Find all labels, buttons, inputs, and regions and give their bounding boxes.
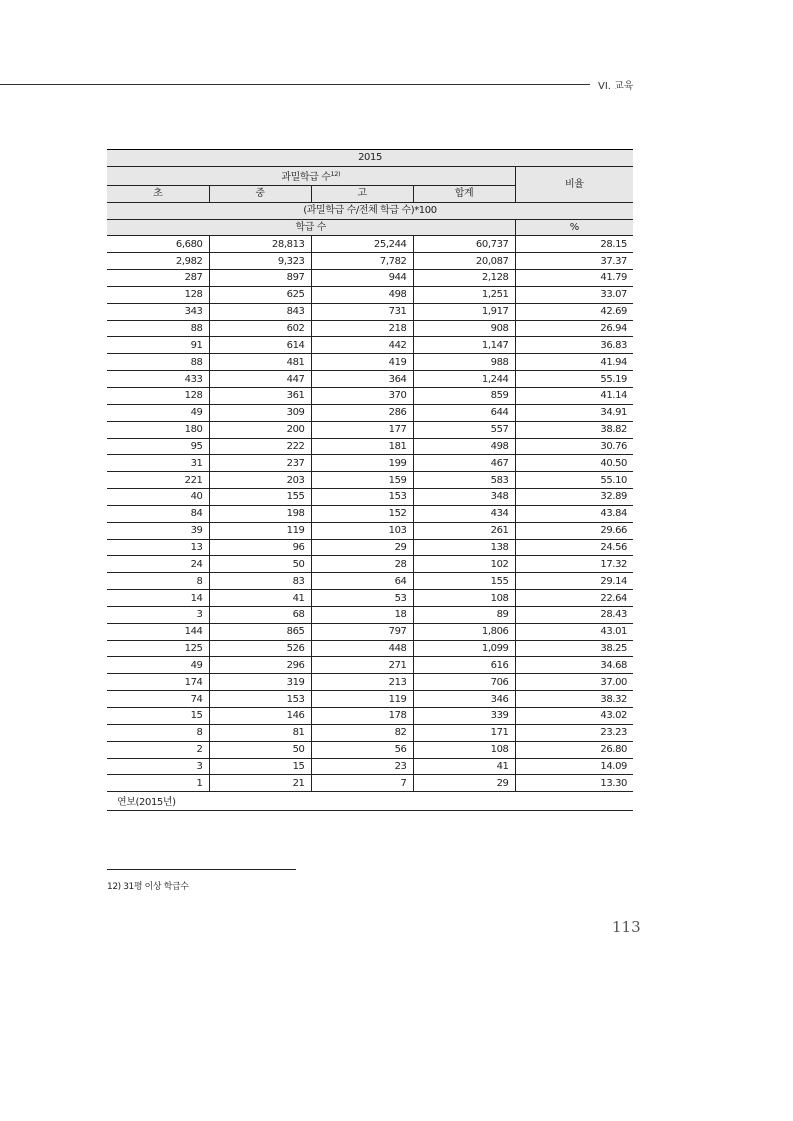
cell-ratio: 38.25 [515,640,633,657]
cell-high: 419 [311,354,413,371]
unit-percent: % [515,219,633,236]
cell-total: 616 [413,657,515,674]
cell-ratio: 24.56 [515,539,633,556]
table-row [107,421,633,438]
cell-total: 1,099 [413,640,515,657]
source-note [107,795,633,811]
cell-elementary: 15 [107,708,209,725]
cell-high: 56 [311,741,413,758]
cell-total: 859 [413,387,515,404]
cell-high: 153 [311,489,413,506]
cell-ratio: 38.32 [515,691,633,708]
cell-middle: 296 [209,657,311,674]
cell-elementary: 343 [107,303,209,320]
cell-middle: 41 [209,590,311,607]
cell-elementary: 174 [107,674,209,691]
section-label: VI. 교육 [598,81,634,92]
table-row [107,522,633,539]
cell-elementary: 40 [107,489,209,506]
cell-ratio: 33.07 [515,286,633,303]
cell-total: 1,917 [413,303,515,320]
cell-elementary: 49 [107,404,209,421]
table-row [107,623,633,640]
cell-middle: 155 [209,489,311,506]
cell-total: 988 [413,354,515,371]
cell-middle: 865 [209,623,311,640]
cell-high: 181 [311,438,413,455]
formula-row: (과밀학급 수/전체 학급 수)*100 [107,202,633,219]
cell-total: 108 [413,741,515,758]
cell-high: 53 [311,590,413,607]
cell-total: 346 [413,691,515,708]
cell-elementary: 125 [107,640,209,657]
table-row [107,320,633,337]
cell-high: 442 [311,337,413,354]
cell-high: 177 [311,421,413,438]
cell-ratio: 55.10 [515,472,633,489]
cell-middle: 153 [209,691,311,708]
cell-ratio: 43.84 [515,505,633,522]
cell-elementary: 128 [107,286,209,303]
cell-middle: 50 [209,556,311,573]
cell-total: 1,806 [413,623,515,640]
cell-elementary: 24 [107,556,209,573]
cell-total: 41 [413,758,515,775]
cell-middle: 200 [209,421,311,438]
cell-total: 1,147 [413,337,515,354]
table-row [107,590,633,607]
table-row [107,270,633,287]
header-rule [0,84,590,85]
cell-middle: 222 [209,438,311,455]
table-row [107,387,633,404]
cell-elementary: 3 [107,758,209,775]
cell-high: 28 [311,556,413,573]
table-row [107,489,633,506]
cell-middle: 625 [209,286,311,303]
cell-total: 171 [413,724,515,741]
table-row [107,455,633,472]
group-header [107,166,515,185]
col-header-high: 고 [311,185,413,202]
cell-total: 1,244 [413,371,515,388]
cell-middle: 319 [209,674,311,691]
cell-total: 467 [413,455,515,472]
cell-total: 261 [413,522,515,539]
cell-middle: 309 [209,404,311,421]
cell-high: 159 [311,472,413,489]
cell-total: 155 [413,573,515,590]
cell-total: 348 [413,489,515,506]
cell-middle: 237 [209,455,311,472]
cell-elementary: 180 [107,421,209,438]
cell-total: 1,251 [413,286,515,303]
cell-total: 557 [413,421,515,438]
cell-total: 2,128 [413,270,515,287]
cell-total: 583 [413,472,515,489]
cell-ratio: 32.89 [515,489,633,506]
cell-elementary: 1 [107,775,209,792]
cell-middle: 21 [209,775,311,792]
cell-middle: 897 [209,270,311,287]
table-row [107,505,633,522]
cell-ratio: 34.68 [515,657,633,674]
cell-total: 138 [413,539,515,556]
cell-elementary: 287 [107,270,209,287]
cell-ratio: 28.15 [515,236,633,253]
cell-middle: 28,813 [209,236,311,253]
cell-total: 644 [413,404,515,421]
cell-total: 29 [413,775,515,792]
cell-elementary: 2 [107,741,209,758]
cell-high: 271 [311,657,413,674]
footnote-ref: 12) [330,169,341,178]
cell-middle: 50 [209,741,311,758]
unit-count: 학급 수 [107,219,515,236]
table-row [107,438,633,455]
cell-middle: 361 [209,387,311,404]
cell-middle: 203 [209,472,311,489]
cell-ratio: 37.37 [515,253,633,270]
cell-ratio: 26.80 [515,741,633,758]
table-row [107,758,633,775]
cell-ratio: 28.43 [515,606,633,623]
table-row [107,556,633,573]
cell-ratio: 22.64 [515,590,633,607]
cell-middle: 96 [209,539,311,556]
cell-middle: 843 [209,303,311,320]
cell-middle: 68 [209,606,311,623]
cell-middle: 119 [209,522,311,539]
table-row [107,253,633,270]
table-row [107,472,633,489]
cell-ratio: 38.82 [515,421,633,438]
cell-elementary: 14 [107,590,209,607]
cell-ratio: 55.19 [515,371,633,388]
cell-elementary: 6,680 [107,236,209,253]
table-row [107,657,633,674]
cell-elementary: 91 [107,337,209,354]
cell-middle: 526 [209,640,311,657]
cell-total: 706 [413,674,515,691]
table-row [107,371,633,388]
cell-elementary: 39 [107,522,209,539]
cell-ratio: 43.02 [515,708,633,725]
cell-high: 18 [311,606,413,623]
table-row [107,775,633,792]
cell-elementary: 433 [107,371,209,388]
cell-high: 23 [311,758,413,775]
table-row [107,741,633,758]
cell-elementary: 3 [107,606,209,623]
cell-ratio: 26.94 [515,320,633,337]
cell-total: 108 [413,590,515,607]
cell-ratio: 41.14 [515,387,633,404]
cell-elementary: 95 [107,438,209,455]
table-row [107,573,633,590]
group-header-label: 과밀학급 수 [281,171,331,183]
cell-total: 89 [413,606,515,623]
table-row [107,286,633,303]
table-row [107,606,633,623]
page-number: 113 [612,918,641,936]
cell-elementary: 13 [107,539,209,556]
cell-middle: 9,323 [209,253,311,270]
cell-total: 339 [413,708,515,725]
cell-ratio: 29.14 [515,573,633,590]
table-row [107,354,633,371]
cell-middle: 614 [209,337,311,354]
cell-ratio: 43.01 [515,623,633,640]
cell-total: 20,087 [413,253,515,270]
cell-ratio: 37.00 [515,674,633,691]
cell-high: 213 [311,674,413,691]
footnote-rule [107,869,296,870]
cell-middle: 602 [209,320,311,337]
table-row [107,640,633,657]
cell-high: 797 [311,623,413,640]
table-row [107,404,633,421]
cell-elementary: 84 [107,505,209,522]
year-header: 2015 [107,150,633,167]
cell-high: 498 [311,286,413,303]
cell-high: 29 [311,539,413,556]
table-row [107,708,633,725]
cell-high: 7,782 [311,253,413,270]
table-body [107,236,633,792]
cell-middle: 81 [209,724,311,741]
cell-ratio: 14.09 [515,758,633,775]
col-header-total: 합계 [413,185,515,202]
cell-ratio: 41.94 [515,354,633,371]
cell-ratio: 13.30 [515,775,633,792]
cell-high: 152 [311,505,413,522]
cell-elementary: 2,982 [107,253,209,270]
table-row [107,691,633,708]
source-text: 연보(2015년) [117,797,176,808]
cell-elementary: 128 [107,387,209,404]
cell-high: 731 [311,303,413,320]
table-row [107,236,633,253]
cell-middle: 447 [209,371,311,388]
cell-middle: 146 [209,708,311,725]
cell-ratio: 41.79 [515,270,633,287]
footnote: 12) 31평 이상 학급수 [107,882,189,892]
ratio-header: 비율 [515,166,633,202]
cell-ratio: 29.66 [515,522,633,539]
cell-high: 944 [311,270,413,287]
cell-ratio: 34.91 [515,404,633,421]
cell-elementary: 221 [107,472,209,489]
table-row [107,337,633,354]
cell-ratio: 36.83 [515,337,633,354]
table-row [107,539,633,556]
col-header-elementary: 초 [107,185,209,202]
cell-elementary: 88 [107,320,209,337]
cell-ratio: 30.76 [515,438,633,455]
cell-high: 82 [311,724,413,741]
cell-elementary: 31 [107,455,209,472]
cell-ratio: 23.23 [515,724,633,741]
cell-high: 364 [311,371,413,388]
cell-elementary: 8 [107,573,209,590]
cell-elementary: 144 [107,623,209,640]
cell-high: 64 [311,573,413,590]
cell-high: 178 [311,708,413,725]
cell-elementary: 8 [107,724,209,741]
cell-high: 7 [311,775,413,792]
cell-elementary: 74 [107,691,209,708]
cell-total: 908 [413,320,515,337]
cell-middle: 15 [209,758,311,775]
cell-total: 102 [413,556,515,573]
table-row [107,303,633,320]
cell-high: 448 [311,640,413,657]
cell-ratio: 40.50 [515,455,633,472]
cell-middle: 198 [209,505,311,522]
cell-elementary: 88 [107,354,209,371]
cell-high: 119 [311,691,413,708]
cell-ratio: 17.32 [515,556,633,573]
cell-high: 370 [311,387,413,404]
table-row [107,674,633,691]
table-row [107,724,633,741]
cell-high: 199 [311,455,413,472]
cell-high: 25,244 [311,236,413,253]
cell-high: 218 [311,320,413,337]
cell-total: 498 [413,438,515,455]
data-table [107,149,633,792]
cell-ratio: 42.69 [515,303,633,320]
cell-high: 103 [311,522,413,539]
cell-elementary: 49 [107,657,209,674]
cell-middle: 481 [209,354,311,371]
cell-total: 60,737 [413,236,515,253]
cell-total: 434 [413,505,515,522]
cell-high: 286 [311,404,413,421]
col-header-middle: 중 [209,185,311,202]
cell-middle: 83 [209,573,311,590]
